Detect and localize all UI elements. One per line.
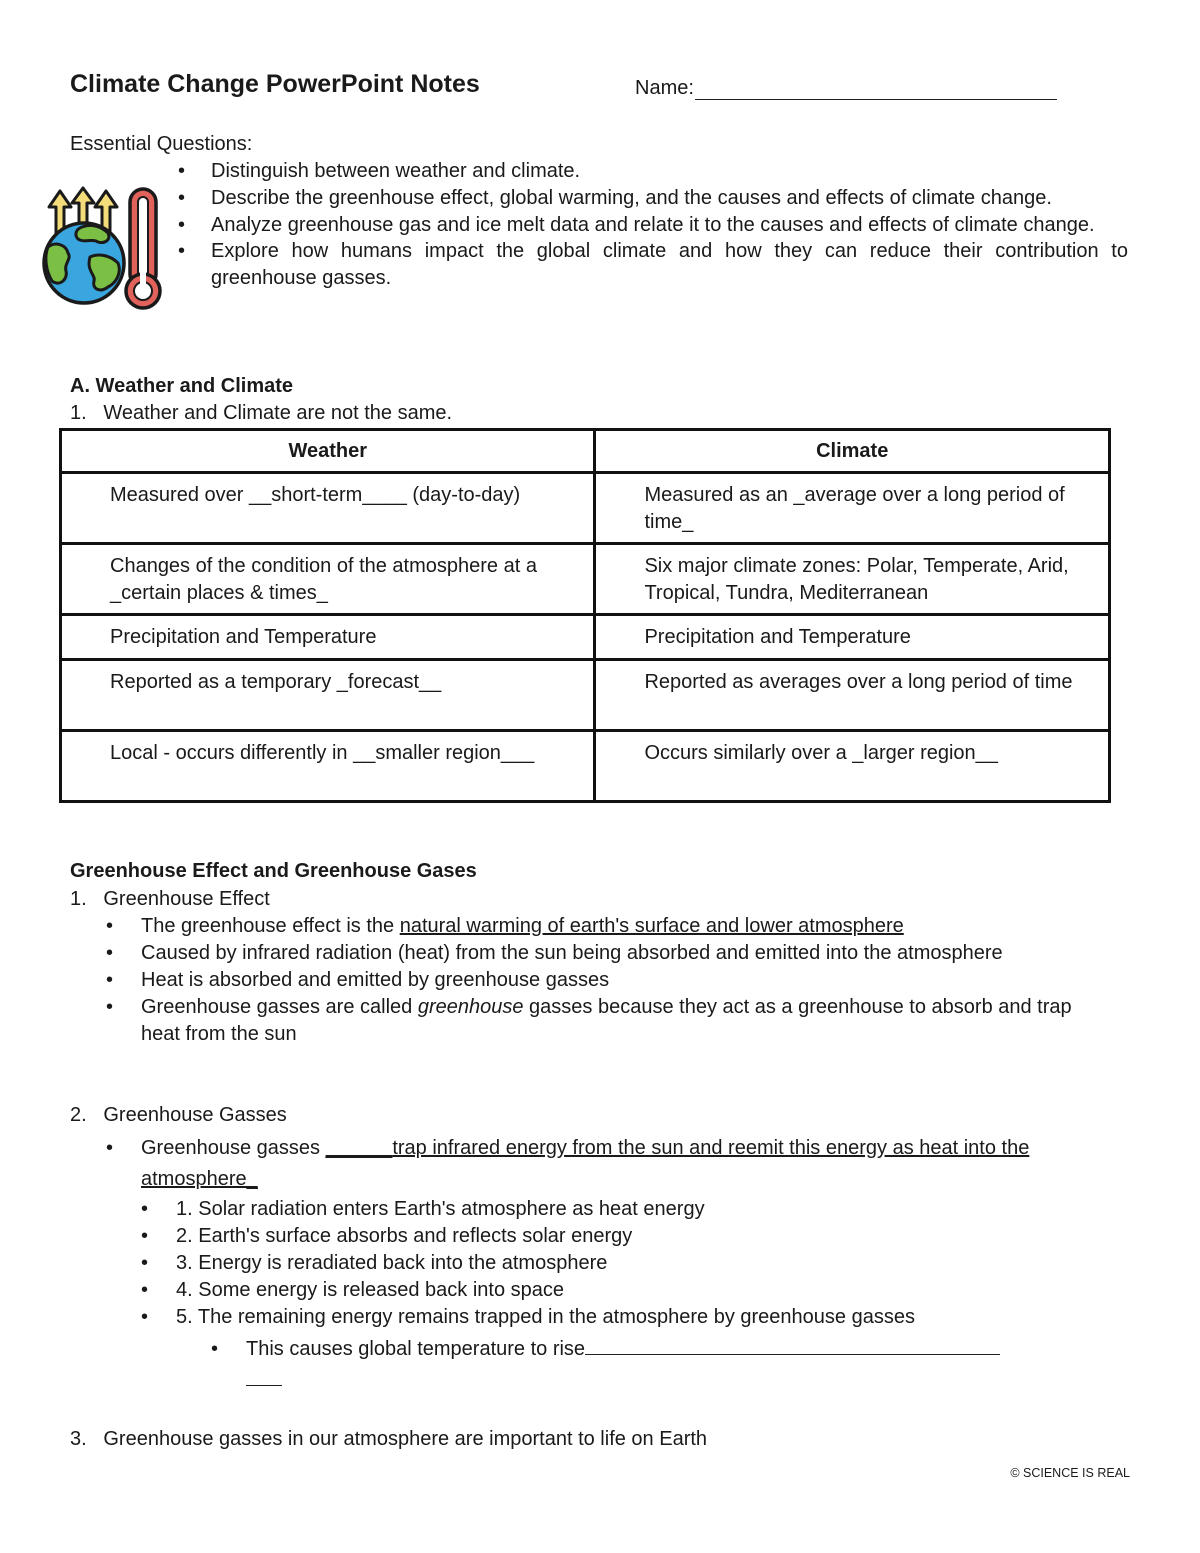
copyright-footer: © SCIENCE IS REAL bbox=[1010, 1466, 1130, 1480]
answer-blank-line[interactable] bbox=[585, 1336, 1000, 1355]
bullet-text: Greenhouse gasses are called bbox=[141, 996, 418, 1018]
table-cell bbox=[61, 473, 595, 544]
table-row bbox=[61, 615, 1110, 660]
answer-underlined: natural warming of earth's surface and lower atmosphere bbox=[399, 915, 904, 937]
table-header-weather: Weather bbox=[61, 430, 595, 473]
table-cell bbox=[61, 544, 595, 615]
table-header-climate: Climate bbox=[595, 430, 1110, 473]
cell-text: Measured over __short-term____ (day-to-day) bbox=[110, 484, 521, 506]
cell-text: Measured as an _average over a long period of time_ bbox=[644, 484, 1065, 533]
answer-blank: ______ bbox=[325, 1137, 393, 1159]
essential-questions-heading: Essential Questions: bbox=[70, 133, 253, 155]
name-field[interactable] bbox=[635, 77, 1057, 100]
table-cell bbox=[595, 731, 1110, 802]
greenhouse-result-list bbox=[211, 1336, 1071, 1386]
item-heading: Greenhouse Gasses bbox=[103, 1104, 287, 1126]
bullet-text: gasses because they act as a greenhouse to absorb and trap heat from the sun bbox=[141, 996, 1072, 1045]
cell-text: Reported as averages over a long period of time bbox=[644, 671, 1073, 693]
list-item: • Explore how humans impact the global climate and how they can reduce their contribution to greenhouse gasses. bbox=[178, 238, 1128, 292]
answer-blank-line[interactable] bbox=[246, 1367, 282, 1386]
bullet-text: The greenhouse effect is the bbox=[141, 915, 400, 937]
greenhouse-effect-heading bbox=[70, 886, 270, 913]
section-a-title: A. Weather and Climate bbox=[70, 375, 294, 397]
greenhouse-section-title: Greenhouse Effect and Greenhouse Gases bbox=[70, 860, 477, 882]
bullet-text: Greenhouse gasses bbox=[141, 1137, 326, 1159]
climate-change-icon bbox=[38, 183, 164, 313]
greenhouse-gasses-heading bbox=[70, 1102, 287, 1129]
list-item bbox=[211, 1336, 1071, 1386]
table-cell bbox=[595, 615, 1110, 660]
weather-climate-table bbox=[59, 428, 1111, 803]
list-item bbox=[106, 994, 1106, 1048]
table-header-row bbox=[61, 430, 1110, 473]
answer-underlined: trap infrared energy from the sun and reemit this energy as heat into the atmosphere_ bbox=[141, 1137, 1030, 1190]
page-title: Climate Change PowerPoint Notes bbox=[70, 70, 480, 98]
table-row bbox=[61, 473, 1110, 544]
greenhouse-important-heading bbox=[70, 1426, 707, 1453]
cell-text: Occurs similarly over a _larger region__ bbox=[644, 742, 998, 764]
list-item: • 1. Solar radiation enters Earth's atmosphere as heat energy bbox=[141, 1196, 1121, 1223]
cell-text: Precipitation and Temperature bbox=[110, 626, 377, 648]
list-item: • 2. Earth's surface absorbs and reflects solar energy bbox=[141, 1223, 1121, 1250]
name-blank-line[interactable] bbox=[695, 79, 1057, 100]
table-row bbox=[61, 731, 1110, 802]
list-item bbox=[106, 913, 1106, 940]
list-item: • Heat is absorbed and emitted by greenhouse gasses bbox=[106, 967, 1106, 994]
list-item: • 3. Energy is reradiated back into the atmosphere bbox=[141, 1250, 1121, 1277]
table-cell bbox=[61, 731, 595, 802]
greenhouse-gasses-list bbox=[106, 1133, 1106, 1195]
list-item: • 5. The remaining energy remains trapped in the atmosphere by greenhouse gasses bbox=[141, 1304, 1121, 1331]
bullet-text: This causes global temperature to rise bbox=[246, 1338, 586, 1360]
table-cell bbox=[595, 473, 1110, 544]
item-number: 1. bbox=[70, 888, 87, 910]
list-item: • Distinguish between weather and climate. bbox=[178, 158, 1128, 185]
item-number: 3. bbox=[70, 1428, 87, 1450]
table-row bbox=[61, 660, 1110, 731]
table-cell bbox=[61, 615, 595, 660]
table-cell bbox=[595, 660, 1110, 731]
item-number: 2. bbox=[70, 1104, 87, 1126]
bullet-italic: greenhouse bbox=[417, 996, 524, 1018]
list-item: • Analyze greenhouse gas and ice melt data and relate it to the causes and effects of climate change. bbox=[178, 212, 1128, 239]
cell-text: Precipitation and Temperature bbox=[644, 626, 911, 648]
section-a-subheading bbox=[70, 402, 452, 425]
table-cell bbox=[595, 544, 1110, 615]
cell-text: Local - occurs differently in __smaller region___ bbox=[110, 742, 535, 764]
section-a-number: 1. bbox=[70, 402, 87, 424]
greenhouse-steps-list bbox=[141, 1196, 1121, 1331]
section-a-subtext: Weather and Climate are not the same. bbox=[103, 402, 453, 424]
cell-text: Reported as a temporary _forecast__ bbox=[110, 671, 442, 693]
item-heading: Greenhouse Effect bbox=[103, 888, 270, 910]
table-row bbox=[61, 544, 1110, 615]
cell-text: Six major climate zones: Polar, Temperate, Arid, Tropical, Tundra, Mediterranean bbox=[644, 555, 1069, 604]
name-label: Name: bbox=[635, 77, 694, 99]
list-item: • Caused by infrared radiation (heat) from the sun being absorbed and emitted into the atmosphere bbox=[106, 940, 1106, 967]
list-item bbox=[106, 1133, 1106, 1195]
item-heading: Greenhouse gasses in our atmosphere are important to life on Earth bbox=[103, 1428, 708, 1450]
list-item: • Describe the greenhouse effect, global warming, and the causes and effects of climate change. bbox=[178, 185, 1128, 212]
list-item: • 4. Some energy is released back into space bbox=[141, 1277, 1121, 1304]
essential-questions-list bbox=[178, 158, 1128, 292]
greenhouse-effect-list bbox=[106, 913, 1106, 1048]
cell-text: Changes of the condition of the atmosphere at a _certain places & times_ bbox=[110, 555, 537, 604]
table-cell bbox=[61, 660, 595, 731]
